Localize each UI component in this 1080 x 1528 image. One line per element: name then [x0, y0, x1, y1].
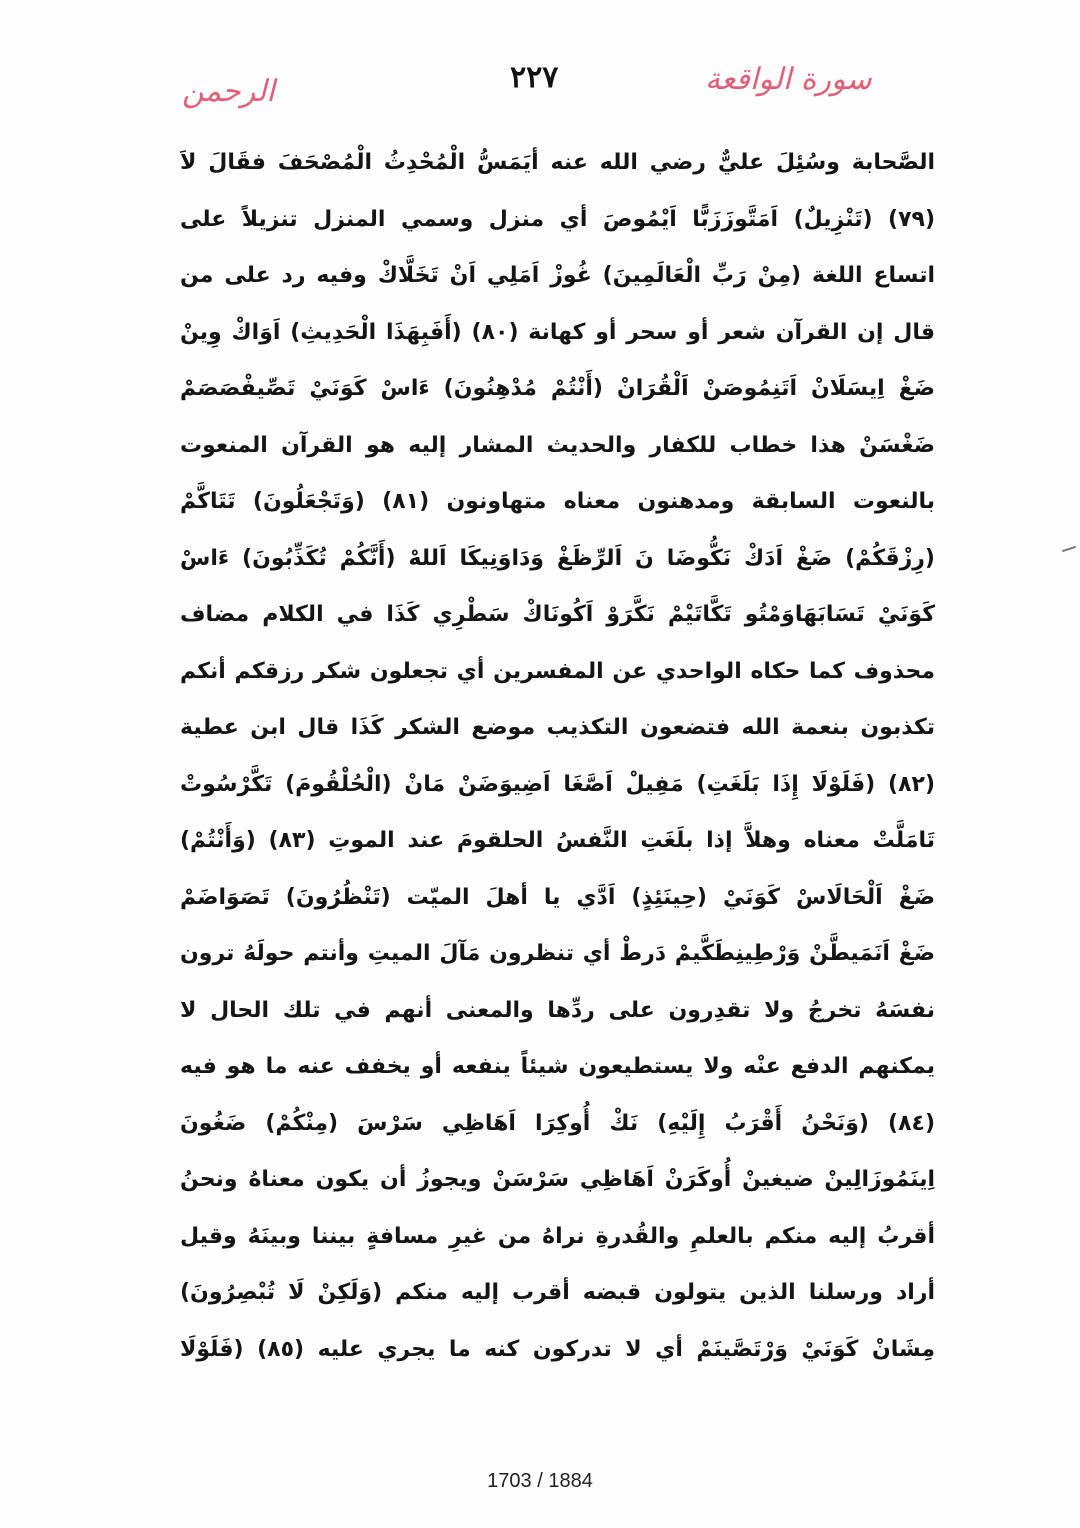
text-line: تكذبون بنعمة الله فتضعون التكذيب موضع الشكر كَذَا قال ابن عطية: [180, 715, 935, 740]
text-line: نفسَهُ تخرجُ ولا تقدِرون على ردِّها والمعنى أنهم في تلك الحال لا: [180, 997, 935, 1023]
text-line: ضَغْسَنْ هذا خطاب للكفار والحديث المشار إليه هو القرآن المنعوت: [180, 432, 935, 458]
text-line: كَوَنَيْ تَسَابَهَاوَمْتُو تَكَّاتَيْمْ نَكَّرَوْ اَكُونَاكْ سَطْرِي كَذَا في الكلام مضاف: [180, 602, 935, 627]
text-line: (٨٤) (وَنَحْنُ أَقْرَبُ إِلَيْهِ) نَكْ أُوكِرَا اَهَاظِي سَرْسَ (مِنْكُمْ) ضَغُونَ: [180, 1110, 935, 1136]
page-number: ٢٢٧: [510, 60, 559, 95]
text-line: يمكنهم الدفع عنْه ولا يستطيعون شيئاً ينفعه أو يخفف عنه ما هو فيه: [180, 1054, 935, 1079]
text-line: أقربُ إليه منكم بالعلمِ والقُدرةِ نراهُ من غيرِ مسافةٍ بيننا وبينَهُ وقيل: [180, 1223, 935, 1249]
text-line: ضَغْ اَلْحَالَاسْ كَوَنَيْ (حِينَئِذٍ) اَدَّي يا أهلَ الميّت (تَنْظُرُونَ) تَصَوَاضَمْ: [180, 884, 935, 910]
text-line: ضَغْ اَنَمَيطَّنْ وَرْطِينِطَكَّيمْ دَرطْ أي تنظرون مَآلَ الميتِ وأنتم حولَهُ ترون: [180, 941, 935, 966]
text-line: (٧٩) (تَنْزِيلٌ) اَمَتَّوزَزَبًّا اَيْمُوصَ أي منزل وسمي المنزل تنزيلاً على: [180, 206, 935, 232]
handwritten-surah-note-left: الرحمن: [182, 74, 275, 109]
text-line: بالنعوت السابقة ومدهنون معناه متهاونون (٨١) (وَتَجْعَلُونَ) تَتَاكَّمْ: [180, 489, 935, 514]
body-text: [180, 135, 935, 1378]
text-line: محذوف كما حكاه الواحدي عن المفسرين أي تجعلون شكر رزقكم أنكم: [180, 658, 935, 684]
text-line: (٨٢) (فَلَوْلَا إِذَا بَلَغَتِ) مَفِيلْ اَصَّغَا اَضِيوَضَنْ مَانْ (الْحُلْقُومَ) تَكَّرْسُوتْ: [180, 771, 935, 797]
handwritten-surah-note-right: سورة الواقعة: [705, 62, 872, 97]
text-line: قال إن القرآن شعر أو سحر أو كهانة (٨٠) (أَفَبِهَذَا الْحَدِيثِ) اَوَاكْ وِينْ: [180, 319, 935, 345]
text-line: الصَّحابة وسُئِلَ عليٌّ رضي الله عنه أيَمَسُّ الْمُحْدِثُ الْمُصْحَفَ فقَالَ لاَ: [180, 150, 935, 175]
page-counter: 1703 / 1884: [487, 1470, 593, 1492]
text-line: اتساع اللغة (مِنْ رَبِّ الْعَالَمِينَ) غُوزْ اَمَلِي اَنْ تَخَلَّاكْ وفيه رد على من: [180, 263, 935, 288]
text-line: (رِزْقَكُمْ) ضَغْ اَدَكْ نَكُّوضَا نَ اَلرِّظَغْ وَدَاوَنِيكَا اَللهْ (أَنَّكُمْ تُكَذِّبُونَ) ءَاسْ: [180, 545, 935, 571]
text-line: ضَغْ اِيسَلَانْ اَتَنِمُوصَنْ اَلْقُرَانْ (أَنْتُمْ مُدْهِنُونَ) ءَاسْ كَوَنَيْ تَصِّيفْصَصَمْ: [180, 376, 935, 401]
text-line: تَامَلَّتْ معناه وهلاَّ إذا بلَغَتِ النَّفسُ الحلقومَ عند الموتِ (٨٣) (وَأَنْتُمْ): [180, 828, 935, 853]
text-line: أراد ورسلنا الذين يتولون قبضه أقرب إليه منكم (وَلَكِنْ لَا تُبْصِرُونَ): [180, 1280, 935, 1305]
text-line: مِشَانْ كَوَنَيْ وَرْتَصَّينَمْ أي لا تدركون كنه ما يجري عليه (٨٥) (فَلَوْلَا: [180, 1336, 935, 1362]
margin-mark: [1062, 546, 1076, 552]
text-line: اِينَمُوزَالِينْ ضيغينْ أُوكَرَنْ اَهَاظِي سَرْسَنْ ويجوزُ أن يكون معناهُ ونحنُ: [180, 1167, 935, 1192]
